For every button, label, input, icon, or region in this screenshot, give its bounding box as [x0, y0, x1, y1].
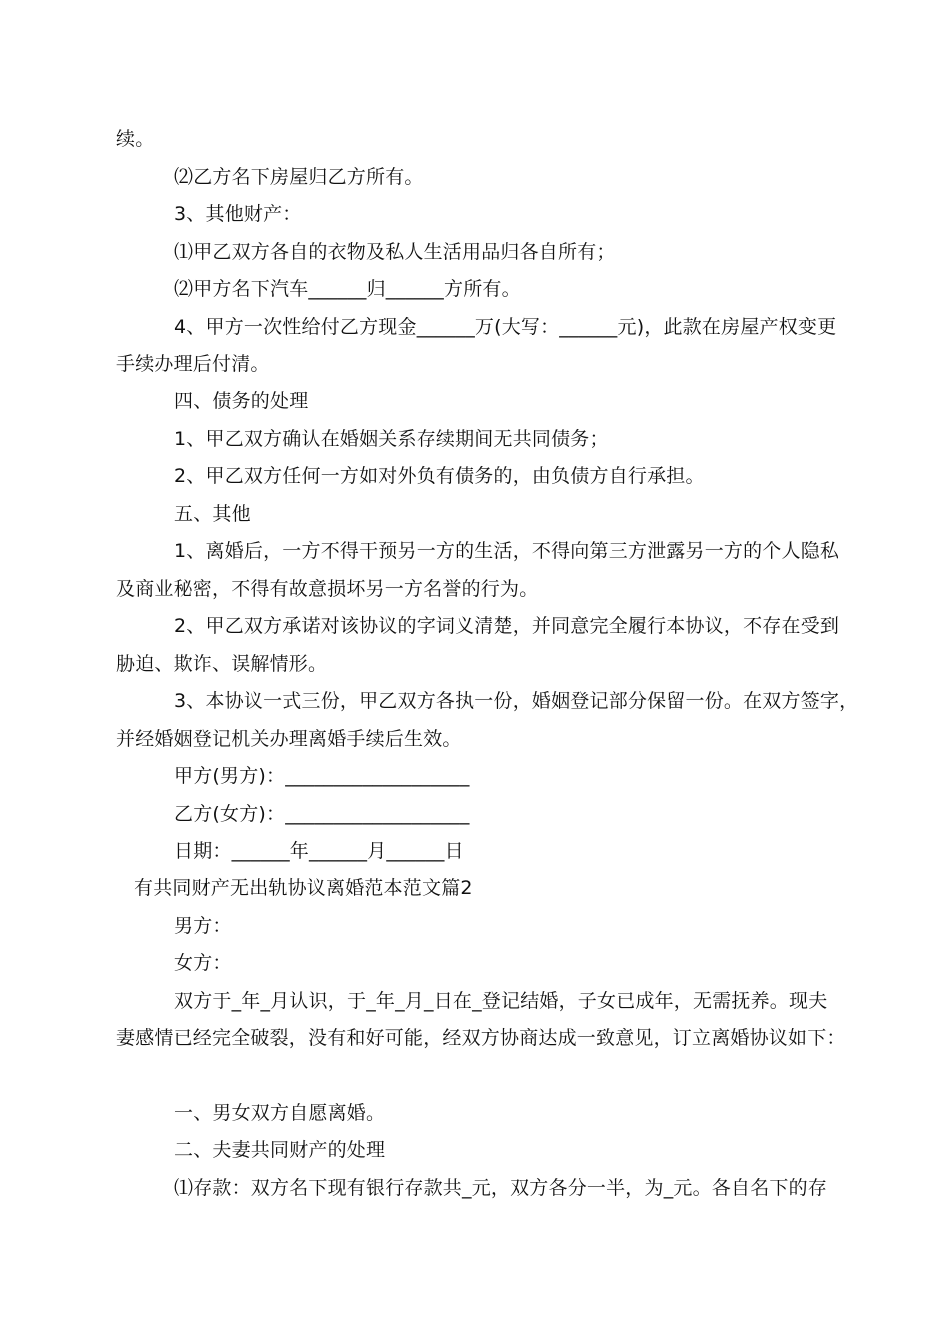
text-line: ⑴甲乙双方各自的衣物及私人生活用品归各自所有； [174, 241, 616, 263]
text-line: 2、甲乙双方承诺对该协议的字词义清楚，并同意完全履行本协议，不存在受到 [174, 615, 840, 637]
signature-line-party-b: 乙方(女方)：___________________ [174, 803, 470, 825]
section-heading: 二、夫妻共同财产的处理 [174, 1139, 386, 1161]
text-line: 3、本协议一式三份，甲乙双方各执一份，婚姻登记部分保留一份。在双方签字， [174, 690, 859, 712]
signature-line-party-a: 甲方(男方)：___________________ [174, 765, 470, 787]
section-heading: 四、债务的处理 [174, 390, 309, 412]
text-line: 胁迫、欺诈、误解情形。 [116, 653, 328, 675]
section-heading: 一、男女双方自愿离婚。 [174, 1102, 386, 1124]
date-line: 日期：______年______月______日 [174, 840, 464, 862]
text-line: 续。 [116, 128, 155, 150]
text-line: 女方： [174, 952, 232, 974]
article-title: 有共同财产无出轨协议离婚范本范文篇2 [134, 877, 473, 899]
text-line: 及商业秘密，不得有故意损坏另一方名誉的行为。 [116, 578, 539, 600]
text-line: 2、甲乙双方任何一方如对外负有债务的，由负债方自行承担。 [174, 465, 705, 487]
text-line: ⑵乙方名下房屋归乙方所有。 [174, 166, 424, 188]
text-line: 3、其他财产： [174, 203, 302, 225]
text-line: 并经婚姻登记机关办理离婚手续后生效。 [116, 728, 462, 750]
text-line: 妻感情已经完全破裂，没有和好可能，经双方协商达成一致意见，订立离婚协议如下： [116, 1027, 846, 1049]
text-line: ⑵甲方名下汽车______归______方所有。 [174, 278, 521, 300]
text-line: 1、离婚后，一方不得干预另一方的生活，不得向第三方泄露另一方的个人隐私 [174, 540, 840, 562]
section-heading: 五、其他 [174, 503, 251, 525]
text-line: 双方于_年_月认识，于_年_月_日在_登记结婚，子女已成年，无需抚养。现夫 [174, 990, 828, 1012]
text-line: ⑴存款：双方名下现有银行存款共_元，双方各分一半，为_元。各自名下的存 [174, 1177, 828, 1199]
text-line: 4、甲方一次性给付乙方现金______万(大写：______元)，此款在房屋产权变更 [174, 316, 837, 338]
text-line: 手续办理后付清。 [116, 353, 270, 375]
text-line: 男方： [174, 915, 232, 937]
text-line: 1、甲乙双方确认在婚姻关系存续期间无共同债务； [174, 428, 609, 450]
